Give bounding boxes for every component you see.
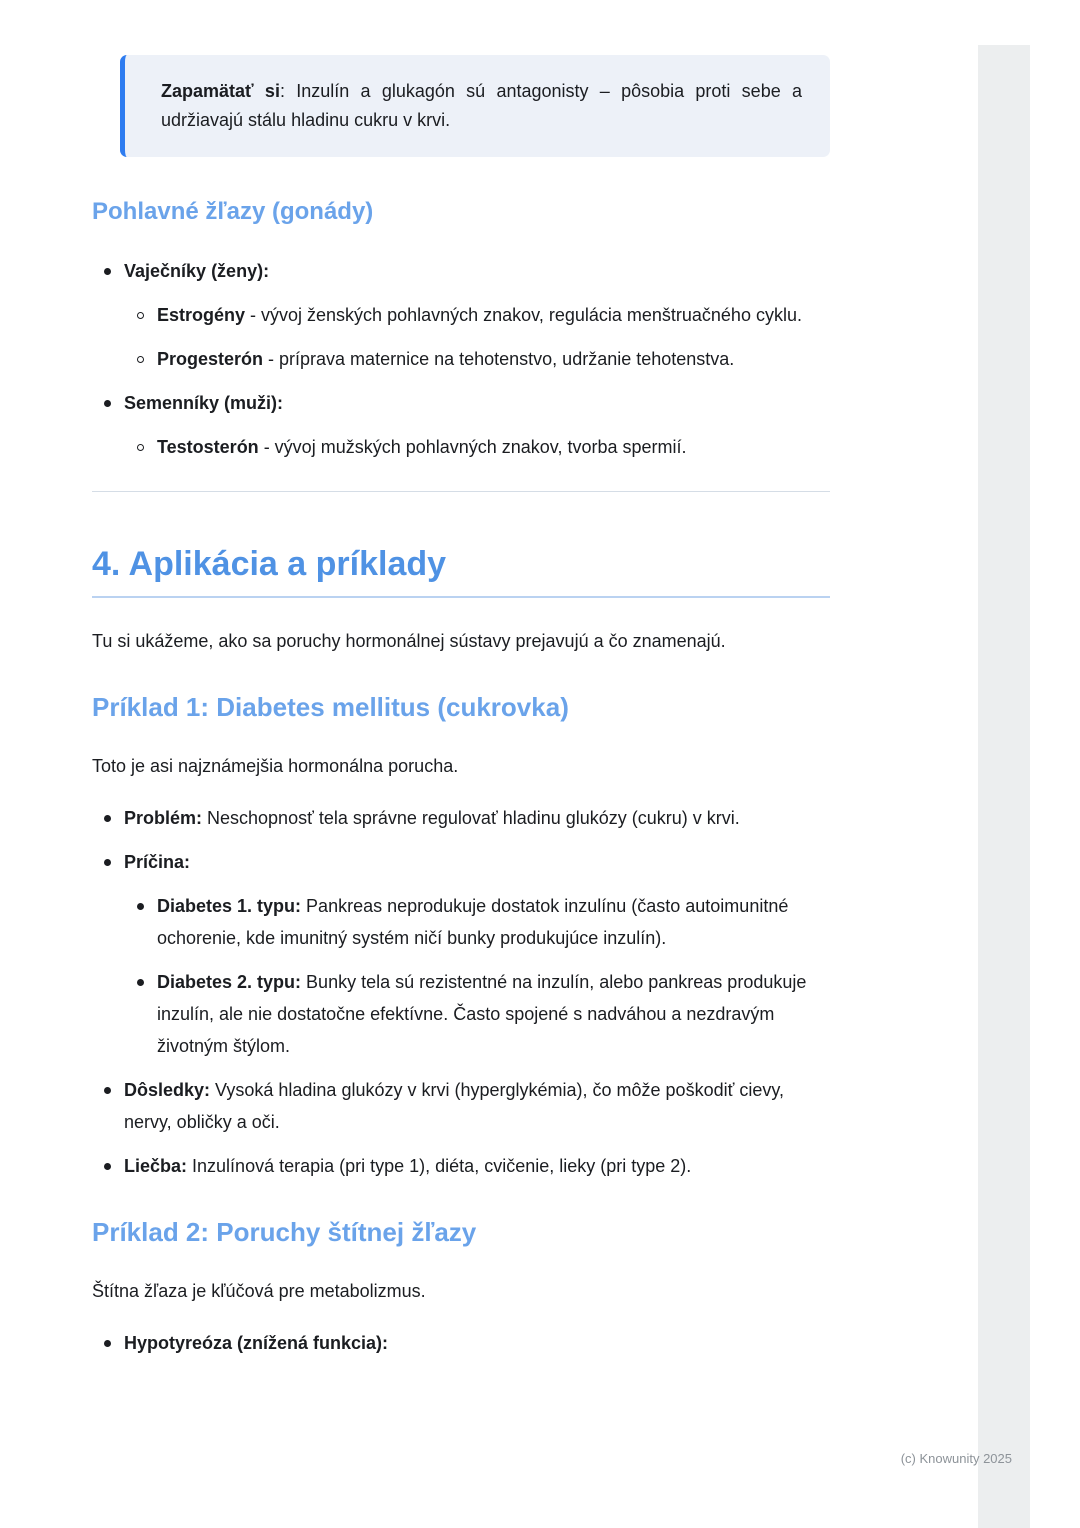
list-item-term: Hypotyreóza (znížená funkcia): xyxy=(124,1333,389,1353)
list-item-term: Dôsledky: xyxy=(124,1080,211,1100)
bullet-disc-icon xyxy=(104,387,124,419)
section-heading-example2: Príklad 2: Poruchy štítnej žľazy xyxy=(92,1217,477,1247)
thyroid-list xyxy=(92,1327,830,1359)
list-item-term: Vaječníky (ženy): xyxy=(124,261,270,281)
list-item-term: Diabetes 2. typu: xyxy=(157,972,302,992)
callout-lead: Zapamätať si xyxy=(161,81,280,101)
list-item-text xyxy=(157,343,830,375)
document-page xyxy=(92,0,830,1371)
list-item xyxy=(137,431,830,463)
list-item-text xyxy=(124,255,830,287)
list-item-term: Testosterón xyxy=(157,437,259,457)
list-item-text xyxy=(124,1150,830,1182)
list-item-text xyxy=(124,1327,830,1359)
application-intro: Tu si ukážeme, ako sa poruchy hormonálnej sústavy prejavujú a čo znamenajú. xyxy=(92,631,726,651)
list-item-text xyxy=(124,846,830,878)
example1-intro: Toto je asi najznámejšia hormonálna porucha. xyxy=(92,756,459,776)
list-item-text xyxy=(157,890,830,954)
bullet-circle-icon xyxy=(137,343,157,375)
list-item xyxy=(137,299,830,331)
bullet-disc-icon xyxy=(104,1327,124,1359)
bullet-disc-icon xyxy=(104,255,124,287)
list-item-desc: Neschopnosť tela správne regulovať hladinu glukózy (cukru) v krvi. xyxy=(202,808,740,828)
gonads-list xyxy=(92,255,830,463)
bullet-disc-icon xyxy=(137,966,157,1062)
list-item-desc: Inzulínová terapia (pri type 1), diéta, cvičenie, lieky (pri type 2). xyxy=(187,1156,692,1176)
list-item-term: Príčina: xyxy=(124,852,191,872)
remember-callout xyxy=(120,55,830,157)
bullet-disc-icon xyxy=(104,1150,124,1182)
list-item-text xyxy=(124,802,830,834)
bullet-disc-icon xyxy=(104,802,124,834)
list-item-desc: - vývoj mužských pohlavných znakov, tvorba spermií. xyxy=(258,437,687,457)
list-item-desc: Pankreas neprodukuje dostatok inzulínu (často autoimunitné ochorenie, kde imunitný systém ničí bunky produkujúce inzulín). xyxy=(157,896,789,948)
list-item xyxy=(104,846,830,878)
list-item-desc: Bunky tela sú rezistentné na inzulín, alebo pankreas produkuje inzulín, ale nie dostatočne efektívne. Často spojené s nadváhou a nezdravým životným štýlom. xyxy=(157,972,807,1056)
list-item xyxy=(104,1150,830,1182)
section-heading-gonads: Pohlavné žľazy (gonády) xyxy=(92,198,374,225)
bullet-disc-icon xyxy=(137,890,157,954)
list-item-text xyxy=(157,431,830,463)
list-item-text xyxy=(157,299,830,331)
list-item-desc: - príprava maternice na tehotenstvo, udržanie tehotenstva. xyxy=(263,349,735,369)
example2-intro: Štítna žľaza je kľúčová pre metabolizmus. xyxy=(92,1281,426,1301)
scrollbar-track[interactable] xyxy=(978,45,1030,1528)
list-item xyxy=(104,387,830,419)
list-item-term: Liečba: xyxy=(124,1156,188,1176)
diabetes-list xyxy=(92,802,830,1182)
list-item-term: Progesterón xyxy=(157,349,264,369)
bullet-circle-icon xyxy=(137,431,157,463)
list-item xyxy=(104,802,830,834)
bullet-disc-icon xyxy=(104,846,124,878)
list-item xyxy=(137,966,830,1062)
list-item-term: Problém: xyxy=(124,808,203,828)
list-item xyxy=(104,1074,830,1138)
list-item-term: Semenníky (muži): xyxy=(124,393,284,413)
list-item xyxy=(104,255,830,287)
list-item-text xyxy=(157,966,830,1062)
list-item xyxy=(104,1327,830,1359)
bullet-disc-icon xyxy=(104,1074,124,1138)
list-item-desc: - vývoj ženských pohlavných znakov, regulácia menštruačného cyklu. xyxy=(245,305,802,325)
callout-text: : Inzulín a glukagón sú antagonisty – pôsobia proti sebe a udržiavajú stálu hladinu cukru v krvi. xyxy=(161,81,802,130)
list-item xyxy=(137,890,830,954)
watermark-text: (c) Knowunity 2025 xyxy=(900,1451,1012,1466)
bullet-circle-icon xyxy=(137,299,157,331)
list-item-term: Estrogény xyxy=(157,305,246,325)
list-item-text xyxy=(124,387,830,419)
section-divider xyxy=(92,491,830,492)
list-item-desc: Vysoká hladina glukózy v krvi (hyperglykémia), čo môže poškodiť cievy, nervy, obličky a oči. xyxy=(124,1080,785,1132)
list-item xyxy=(137,343,830,375)
list-item-term: Diabetes 1. typu: xyxy=(157,896,302,916)
chapter-heading-application: 4. Aplikácia a príklady xyxy=(92,542,830,598)
section-heading-example1: Príklad 1: Diabetes mellitus (cukrovka) xyxy=(92,692,569,722)
list-item-text xyxy=(124,1074,830,1138)
